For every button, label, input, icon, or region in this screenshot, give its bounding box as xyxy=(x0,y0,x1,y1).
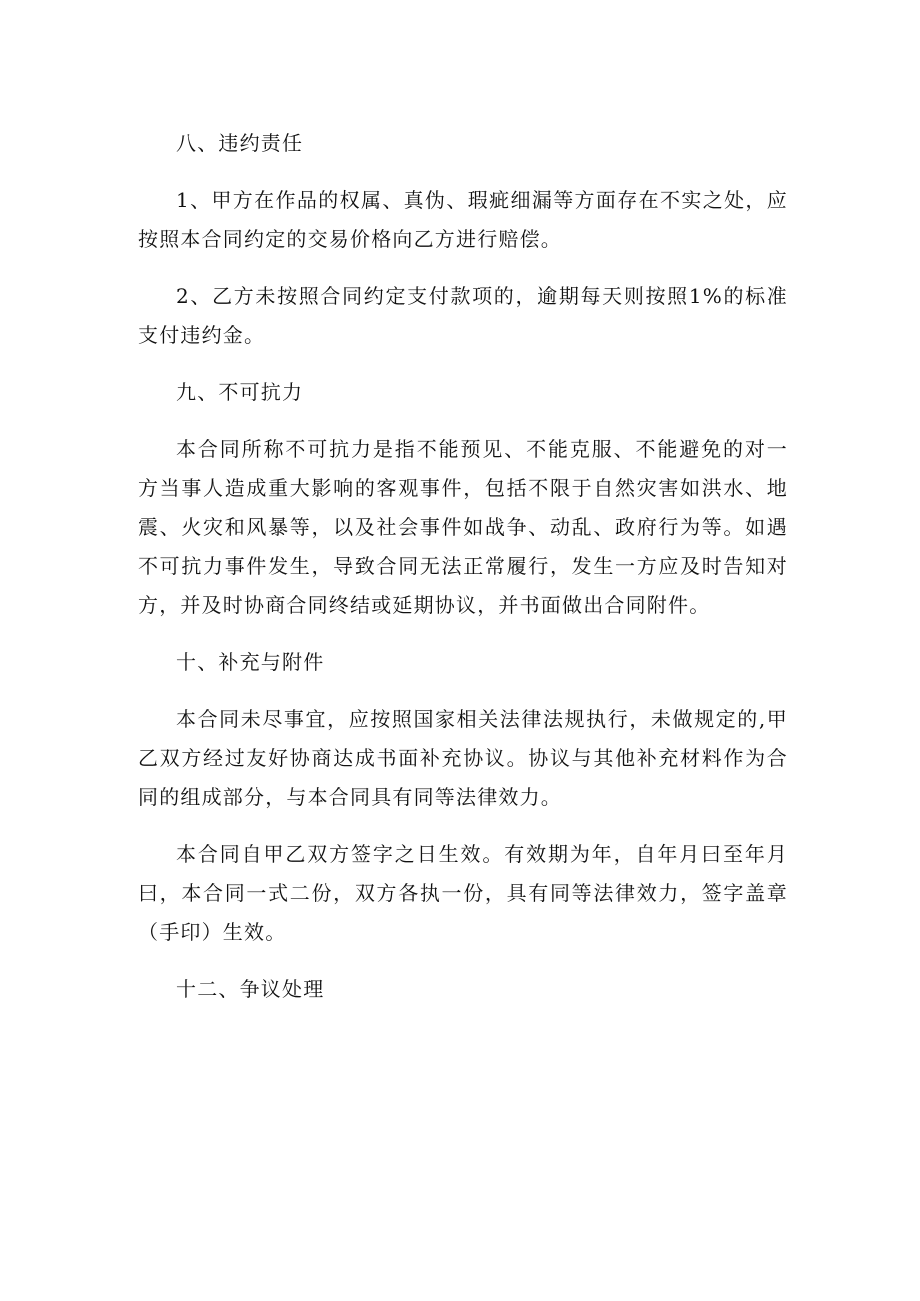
section-heading-breach: 八、违约责任 xyxy=(176,131,304,155)
section-heading-supplement: 十、补充与附件 xyxy=(176,650,325,674)
paragraph-supplement: 本合同未尽事宜，应按照国家相关法律法规执行，未做规定的,甲乙双方经过友好协商达成书面补充协议。协议与其他补充材料作为合同的组成部分，与本合同具有同等法律效力。 xyxy=(138,707,788,809)
paragraph-breach-party-a: 1、甲方在作品的权属、真伪、瑕疵细漏等方面存在不实之处，应按照本合同约定的交易价格向乙方进行赔偿。 xyxy=(138,188,788,251)
paragraph-effective-date: 本合同自甲乙双方签字之日生效。有效期为年，自年月曰至年月曰，本合同一式二份，双方各执一份，具有同等法律效力，签字盖章（手印）生效。 xyxy=(138,842,788,944)
document-body xyxy=(138,124,788,1009)
section-heading-force-majeure: 九、不可抗力 xyxy=(176,380,304,404)
paragraph-force-majeure: 本合同所称不可抗力是指不能预见、不能克服、不能避免的对一方当事人造成重大影响的客观事件，包括不限于自然灾害如洪水、地震、火灾和风暴等，以及社会事件如战争、动乱、政府行为等。如遇不可抗力事件发生，导致合同无法正常履行，发生一方应及时告知对方，并及时协商合同终结或延期协议，并书面做出合同附件。 xyxy=(138,437,788,617)
section-heading-dispute: 十二、争议处理 xyxy=(176,977,325,1001)
paragraph-breach-party-b: 2、乙方未按照合同约定支付款项的，逾期每天则按照1%的标准支付违约金。 xyxy=(138,284,788,347)
